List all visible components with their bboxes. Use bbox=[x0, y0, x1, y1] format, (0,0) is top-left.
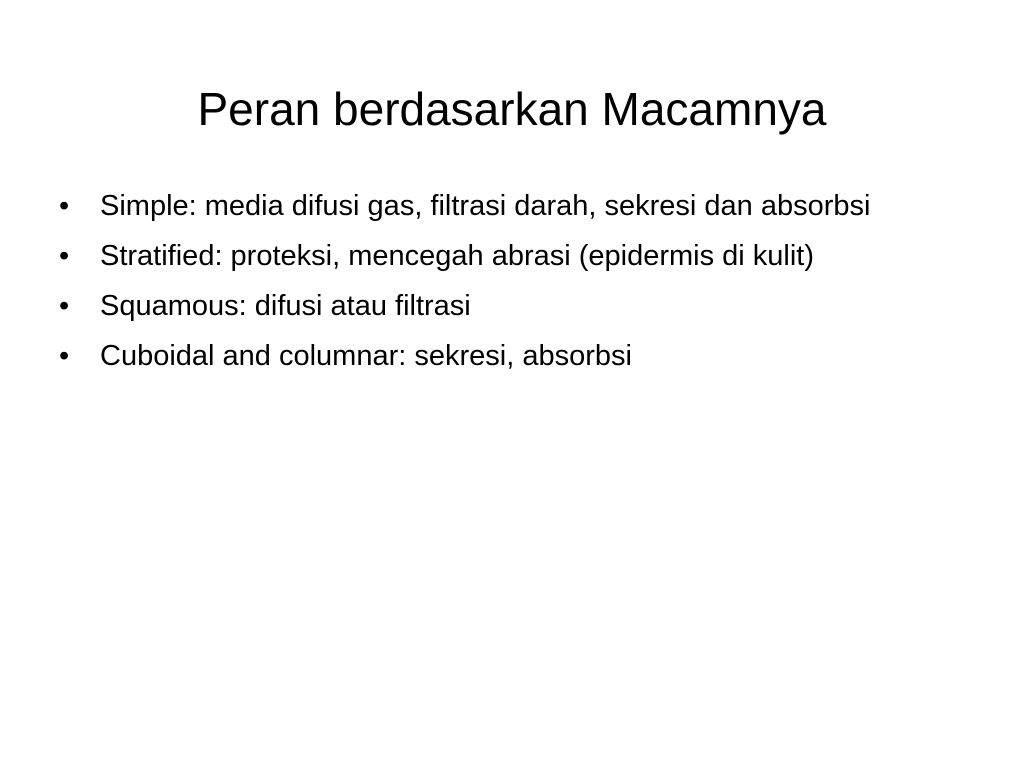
bullet-text: Stratified: proteksi, mencegah abrasi (epidermis di kulit) bbox=[100, 240, 815, 272]
bullet-dot-icon: • bbox=[59, 340, 70, 372]
bullet-text: Simple: media difusi gas, filtrasi darah, sekresi dan absorbsi bbox=[100, 190, 871, 222]
bullet-dot-icon: • bbox=[59, 190, 70, 222]
slide-title: Peran berdasarkan Macamnya bbox=[197, 83, 827, 135]
bullet-item bbox=[51, 285, 931, 327]
bullet-text: Squamous: difusi atau filtrasi bbox=[100, 290, 471, 322]
bullet-list bbox=[51, 185, 931, 385]
bullet-item bbox=[51, 235, 931, 277]
bullet-text: Cuboidal and columnar: sekresi, absorbsi bbox=[100, 340, 632, 372]
bullet-dot-icon: • bbox=[59, 290, 70, 322]
bullet-dot-icon: • bbox=[59, 240, 70, 272]
bullet-item bbox=[51, 335, 931, 377]
bullet-item bbox=[51, 185, 931, 227]
